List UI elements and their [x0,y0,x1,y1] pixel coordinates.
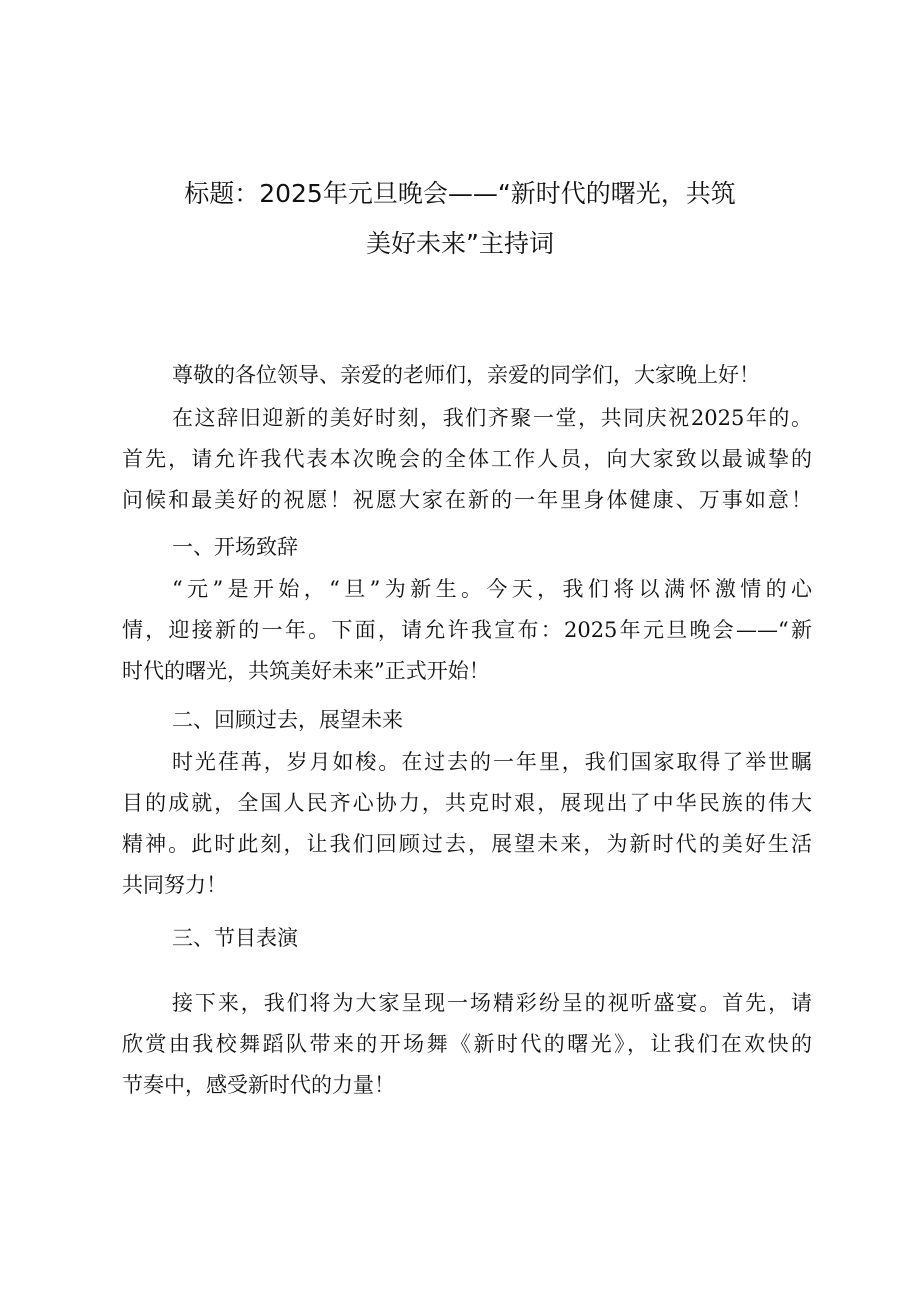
paragraph-review [122,742,812,906]
section-heading-performance: 三、节目表演 [172,926,298,950]
paragraph-line: 尊敬的各位领导、亲爱的老师们，亲爱的同学们，大家晚上好！ [172,363,760,387]
paragraph-line: 接下来，我们将为大家呈现一场精彩纷呈的视听盛宴。首先，请 [172,991,812,1015]
paragraph-greeting [122,355,812,396]
paragraph-line: 时光荏苒，岁月如梭。在过去的一年里，我们国家取得了举世瞩 [172,750,812,774]
paragraph-line: 时代的曙光，共筑美好未来”正式开始！ [122,659,490,683]
paragraph-line: 欣赏由我校舞蹈队带来的开场舞《新时代的曙光》，让我们在欢快的 [122,1032,812,1056]
paragraph-opening [122,398,812,521]
paragraph-line: “元”是开始，“旦”为新生。今天，我们将以满怀激情的心 [172,577,812,601]
paragraph-line: 在这辞旧迎新的美好时刻，我们齐聚一堂，共同庆祝2025年的。 [172,406,812,430]
paragraph-line: 目的成就，全国人民齐心协力，共克时艰，展现出了中华民族的伟大 [122,791,812,815]
paragraph-announcement [122,569,812,692]
document-title-line-2: 美好未来”主持词 [366,229,554,258]
paragraph-line: 情，迎接新的一年。下面，请允许我宣布：2025年元旦晚会——“新 [122,618,812,642]
paragraph-line: 问候和最美好的祝愿！祝愿大家在新的一年里身体健康、万事如意！ [122,488,812,512]
paragraph-line: 精神。此时此刻，让我们回顾过去，展望未来，为新时代的美好生活 [122,832,812,856]
paragraph-line: 共同努力！ [122,873,227,897]
paragraph-line: 节奏中，感受新时代的力量！ [122,1073,395,1097]
paragraph-performance [122,983,812,1106]
section-heading-review: 二、回顾过去，展望未来 [172,708,403,732]
document-title-line-1: 标题：2025年元旦晚会——“新时代的曙光，共筑 [184,179,736,208]
paragraph-line: 首先，请允许我代表本次晚会的全体工作人员，向大家致以最诚挚的 [122,447,812,471]
section-heading-opening-speech: 一、开场致辞 [172,535,298,559]
